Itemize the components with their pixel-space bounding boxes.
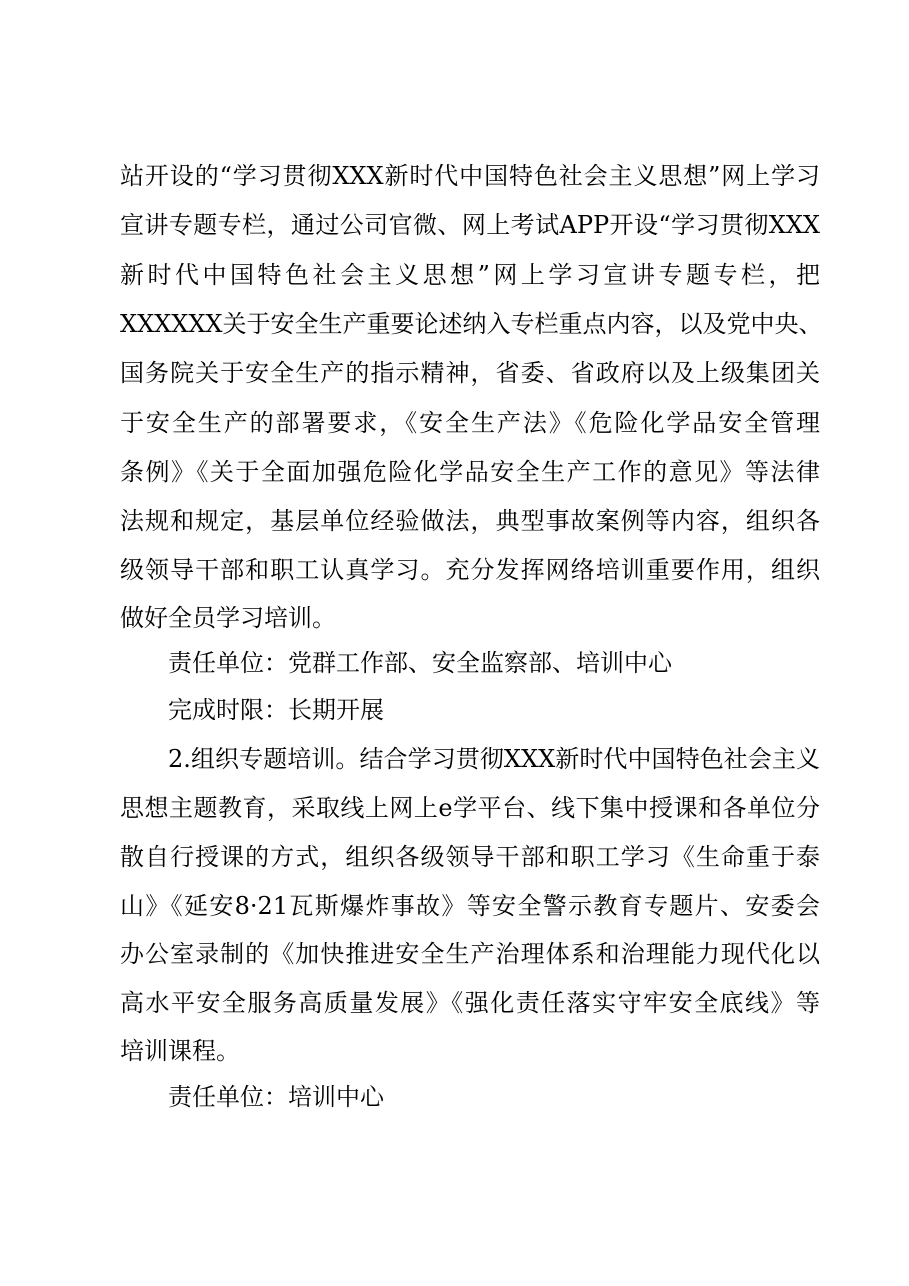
paragraph-2-line-2: 思想主题教育，采取线上网上e学平台、线下集中授课和各单位分	[120, 794, 820, 822]
paragraph-1-line-1: 站开设的“学习贯彻XXX新时代中国特色社会主义思想”网上学习	[120, 162, 820, 190]
paragraph-2-line-5: 办公室录制的《加快推进安全生产治理体系和治理能力现代化以	[120, 940, 820, 968]
paragraph-1-line-4: XXXXXX关于安全生产重要论述纳入专栏重点内容，以及党中央、	[120, 310, 823, 338]
paragraph-1-line-2: 宣讲专题专栏，通过公司官微、网上考试APP开设“学习贯彻XXX	[120, 211, 820, 239]
responsible-unit-1: 责任单位：党群工作部、安全监察部、培训中心	[168, 649, 672, 677]
paragraph-1-line-6: 于安全生产的部署要求，《安全生产法》《危险化学品安全管理	[120, 409, 820, 437]
paragraph-2-line-6: 高水平安全服务高质量发展》《强化责任落实守牢安全底线》等	[120, 989, 820, 1017]
paragraph-2-line-7: 培训课程。	[120, 1037, 240, 1065]
paragraph-2-line-3: 散自行授课的方式，组织各级领导干部和职工学习《生命重于泰	[120, 843, 820, 871]
paragraph-1-line-5: 国务院关于安全生产的指示精神，省委、省政府以及上级集团关	[120, 359, 820, 387]
paragraph-1-line-3: 新时代中国特色社会主义思想”网上学习宣讲专题专栏，把	[120, 261, 820, 289]
paragraph-1-line-7: 条例》《关于全面加强危险化学品安全生产工作的意见》等法律	[120, 458, 820, 486]
responsible-unit-2: 责任单位：培训中心	[168, 1083, 384, 1111]
paragraph-1-line-8: 法规和规定，基层单位经验做法，典型事故案例等内容，组织各	[120, 507, 820, 535]
deadline-1: 完成时限：长期开展	[168, 696, 384, 724]
paragraph-1-line-10: 做好全员学习培训。	[120, 604, 336, 632]
paragraph-1-line-9: 级领导干部和职工认真学习。充分发挥网络培训重要作用，组织	[120, 556, 820, 584]
paragraph-2-line-4: 山》《延安8·21瓦斯爆炸事故》等安全警示教育专题片、安委会	[120, 892, 820, 920]
paragraph-2-line-1: 2.组织专题培训。结合学习贯彻XXX新时代中国特色社会主义	[168, 745, 820, 773]
